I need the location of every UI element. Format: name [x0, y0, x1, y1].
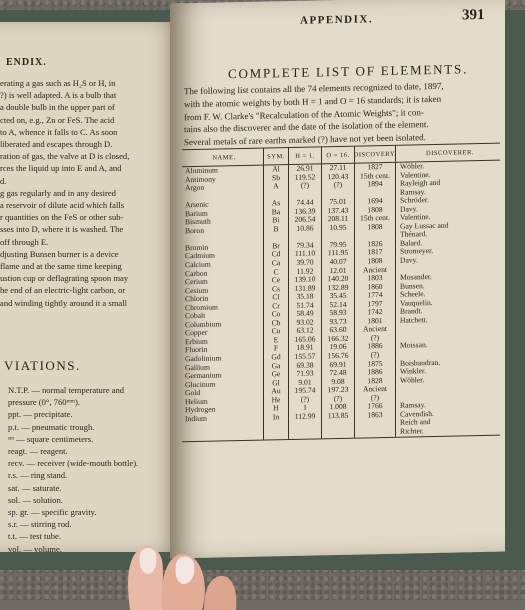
body-line: a reservoir of dilute acid which falls: [0, 200, 125, 211]
table-cell: Cobalt: [182, 311, 264, 321]
table-cell: Ramsay.: [400, 400, 426, 411]
abbreviation-line: p.t. — pneumatic trough.: [8, 421, 95, 432]
table-cell: 1808: [355, 223, 396, 232]
table-cell: 1808: [355, 206, 396, 215]
elements-intro: [184, 79, 502, 150]
abbreviation-line: s.r. — stirring rod.: [8, 519, 72, 530]
table-cell: 132.89: [322, 283, 355, 292]
abbreviation-line: ppt. — precipitate.: [8, 409, 73, 420]
body-line: r quantities on the FeS or other sub-: [0, 212, 124, 223]
table-cell: 1801: [355, 317, 396, 326]
body-line: ration of gas, the valve at D is closed,: [0, 151, 130, 162]
table-cell: Aluminum: [182, 166, 264, 176]
table-cell: A: [264, 182, 289, 191]
table-cell: Chromium: [182, 302, 264, 312]
table-cell: 63.60: [322, 326, 355, 335]
table-cell: 206.54: [289, 216, 322, 225]
abbreviations-title: VIATIONS.: [4, 358, 81, 373]
table-cell: 120.43: [322, 172, 355, 181]
table-cell: Vauquelin.: [400, 297, 433, 308]
table-cell: Scheele.: [400, 289, 426, 299]
table-cell: 112.99: [289, 412, 322, 421]
table-cell: 1.008: [322, 403, 355, 412]
table-cell: Bismuth: [182, 217, 264, 227]
table-cell: 1774: [355, 291, 396, 300]
table-cell: 93.02: [289, 318, 322, 327]
table-cell: Hydrogen: [182, 405, 264, 415]
page-number: 391: [462, 6, 485, 24]
table-cell: 79.95: [322, 241, 355, 250]
table-cell: Gay Lussac and: [400, 220, 449, 231]
table-cell: (?): [289, 181, 322, 190]
table-cell: Ancient: [355, 325, 396, 334]
table-cell: 137.43: [322, 206, 355, 215]
table-cell: 1886: [355, 342, 396, 351]
elements-table: [182, 143, 500, 442]
table-cell: 1875: [355, 359, 396, 368]
table-cell: In: [264, 413, 289, 422]
table-cell: (?): [355, 334, 396, 343]
table-cell: Gadolinium: [182, 354, 264, 364]
table-cell: Cesium: [182, 285, 264, 295]
left-page: [0, 22, 182, 552]
body-line: djusting Bunsen burner is a device: [0, 248, 119, 259]
table-cell: 1886: [355, 368, 396, 377]
table-cell: Ramsay.: [400, 186, 426, 197]
left-page-header: ENDIX.: [6, 57, 47, 68]
intro-line: with the atomic weights by both H = 1 and O = 16 standards; it is taken: [184, 93, 442, 110]
table-cell: Argon: [182, 183, 264, 193]
table-cell: Ge: [264, 370, 289, 379]
column-header: O = 16.: [322, 147, 355, 164]
table-cell: Ga: [264, 362, 289, 371]
table-cell: Gold: [182, 388, 264, 398]
table-cell: B: [264, 225, 289, 234]
table-cell: 15th cent.: [355, 214, 396, 223]
table-cell: 69.38: [289, 361, 322, 370]
table-cell: 27.11: [322, 164, 355, 173]
table-cell: 71.93: [289, 369, 322, 378]
table-cell: Bunsen.: [400, 280, 425, 291]
table-cell: 39.70: [289, 258, 322, 267]
body-line: to A, whence it falls to C. As soon: [0, 126, 118, 137]
table-cell: 11.92: [289, 267, 322, 276]
table-cell: 18.91: [289, 344, 322, 353]
table-cell: Erbium: [182, 336, 264, 346]
abbreviation-line: pressure (0°, 760ᵐᵐ).: [8, 397, 80, 408]
table-cell: 15th cent.: [355, 171, 396, 180]
table-cell: 1826: [355, 240, 396, 249]
table-cell: Antimony: [182, 174, 264, 184]
table-cell: Co: [264, 310, 289, 319]
table-cell: (?): [355, 394, 396, 403]
table-cell: Fluorin: [182, 345, 264, 355]
table-cell: Barium: [182, 208, 264, 218]
table-cell: Rayleigh and: [400, 177, 441, 188]
table-cell: Copper: [182, 328, 264, 338]
table-cell: Moissan.: [400, 340, 428, 351]
table-cell: 166.32: [322, 335, 355, 344]
table-cell: Gallium: [182, 362, 264, 372]
table-cell: Wöhler.: [400, 374, 425, 385]
table-cell: 51.74: [289, 301, 322, 310]
table-cell: Cadmium: [182, 251, 264, 261]
table-cell: 1863: [355, 411, 396, 420]
table-cell: Chlorin: [182, 294, 264, 304]
table-cell: Helium: [182, 396, 264, 406]
table-cell: 10.86: [289, 224, 322, 233]
table-cell: 1803: [355, 274, 396, 283]
table-cell: [182, 430, 264, 440]
table-cell: Ba: [264, 208, 289, 217]
table-cell: 79.34: [289, 241, 322, 250]
table-cell: Winkler.: [400, 366, 427, 376]
table-cell: 1808: [355, 257, 396, 266]
column-header: NAME.: [182, 149, 264, 167]
body-line: off through E.: [0, 236, 49, 247]
table-cell: Sb: [264, 174, 289, 183]
body-line: a double bulb in the upper part of: [0, 102, 115, 113]
table-cell: Bi: [264, 216, 289, 225]
table-cell: Reich and: [400, 417, 431, 428]
table-cell: Schröder.: [400, 195, 429, 205]
table-cell: 10.95: [322, 223, 355, 232]
table-cell: C: [264, 268, 289, 277]
left-page-body: [0, 77, 129, 309]
right-page: [170, 0, 505, 559]
table-cell: Stromeyer.: [400, 246, 434, 257]
table-cell: Cl: [264, 293, 289, 302]
table-cell: E: [264, 336, 289, 345]
table-cell: 208.11: [322, 215, 355, 224]
body-line: and winding tightly around it a small: [0, 297, 127, 308]
body-line: rces the liquid up into E and A, and: [0, 163, 122, 174]
table-cell: Mosander.: [400, 272, 432, 282]
table-cell: 1: [289, 404, 322, 413]
table-cell: 131.89: [289, 284, 322, 293]
table-cell: 1860: [355, 282, 396, 291]
table-cell: Hatchett.: [400, 314, 428, 325]
abbreviation-line: sat. — saturate.: [8, 482, 62, 493]
table-cell: As: [264, 199, 289, 208]
table-cell: 9.08: [322, 377, 355, 386]
table-cell: 19.06: [322, 343, 355, 352]
table-cell: Carbon: [182, 268, 264, 278]
table-cell: 63.12: [289, 327, 322, 336]
table-cell: 195.74: [289, 387, 322, 396]
table-cell: [322, 429, 355, 438]
table-cell: 1742: [355, 308, 396, 317]
abbreviation-line: r.s. — ring stand.: [8, 470, 68, 481]
table-cell: Bromin: [182, 242, 264, 252]
table-body: [182, 161, 500, 441]
table-cell: Ancient: [355, 265, 396, 274]
table-cell: Ancient: [355, 385, 396, 394]
table-cell: 1817: [355, 248, 396, 257]
table-cell: Davy.: [400, 204, 418, 214]
body-line: sses into D, where it is washed. The: [0, 224, 124, 235]
table-cell: Germanium: [182, 371, 264, 381]
table-cell: Valentine.: [400, 212, 431, 222]
table-cell: Cd: [264, 250, 289, 259]
table-cell: Cb: [264, 319, 289, 328]
table-cell: Gd: [264, 353, 289, 362]
abbreviation-line: recv. — receiver (wide-mouth bottle).: [8, 458, 139, 469]
table-cell: Calcium: [182, 260, 264, 270]
table-cell: Cr: [264, 302, 289, 311]
abbreviation-line: vol. — volume.: [8, 543, 62, 552]
table-cell: Thénard.: [400, 229, 428, 240]
table-cell: Davy.: [400, 255, 418, 265]
table-cell: 111.95: [322, 249, 355, 258]
body-line: flame and at the same time keeping: [0, 261, 122, 272]
abbreviation-line: sol. — solution.: [8, 494, 63, 505]
abbreviation-line: reagt. — reagent.: [8, 446, 68, 457]
table-cell: [289, 429, 322, 438]
abbreviation-line: N.T.P. — normal temperature and: [8, 385, 125, 395]
table-cell: (?): [355, 351, 396, 360]
table-cell: 1828: [355, 376, 396, 385]
column-header: H = 1.: [289, 147, 322, 164]
table-cell: 9.01: [289, 378, 322, 387]
table-cell: 58.49: [289, 310, 322, 319]
table-cell: Columbium: [182, 319, 264, 329]
table-cell: F: [264, 345, 289, 354]
table-cell: 72.48: [322, 369, 355, 378]
table-cell: Gl: [264, 379, 289, 388]
abbreviation-line: ˢᵐ — square centimeters.: [8, 433, 94, 444]
intro-line: Several metals of rare earths marked (?) have not yet been isolated.: [184, 132, 426, 148]
table-cell: 111.10: [289, 250, 322, 259]
table-cell: 136.39: [289, 207, 322, 216]
elements-title: COMPLETE LIST OF ELEMENTS.: [228, 61, 469, 82]
table-cell: Ce: [264, 276, 289, 285]
table-cell: 139.10: [289, 275, 322, 284]
column-header: DISCOVERER.: [426, 148, 474, 157]
table-cell: Cs: [264, 285, 289, 294]
table-cell: (?): [289, 395, 322, 404]
right-page-header: APPENDIX.: [300, 13, 374, 27]
table-cell: 119.52: [289, 173, 322, 182]
table-cell: 1827: [355, 163, 396, 172]
table-cell: Brandt.: [400, 306, 423, 316]
intro-line: The following list contains all the 74 elements recognized to date, 1897,: [184, 80, 444, 97]
table-cell: Cavendish.: [400, 408, 434, 419]
intro-line: tains also the discoverer and the date of the isolation of the element.: [184, 119, 429, 135]
body-line: d.: [0, 175, 7, 186]
body-line: erating a gas such as H₂S or H, in: [0, 78, 116, 88]
table-cell: 1797: [355, 300, 396, 309]
table-cell: Arsenic: [182, 200, 264, 210]
column-header: SYM.: [264, 148, 289, 165]
body-line: liberated and escapes through D.: [0, 139, 113, 150]
table-cell: 35.45: [322, 292, 355, 301]
table-cell: 75.01: [322, 198, 355, 207]
table-cell: 12.01: [322, 266, 355, 275]
table-cell: 74.44: [289, 199, 322, 208]
intro-line: from F. W. Clarke's "Recalculation of the Atomic Weights"; it con-: [184, 106, 424, 122]
table-cell: 1766: [355, 402, 396, 411]
table-cell: Au: [264, 387, 289, 396]
table-cell: 26.91: [289, 164, 322, 173]
table-cell: (?): [322, 394, 355, 403]
body-line: ?) is well adapted. A is a bulb that: [0, 90, 117, 101]
table-cell: Richter.: [400, 426, 424, 436]
table-cell: 165.06: [289, 335, 322, 344]
table-cell: Al: [264, 165, 289, 174]
table-cell: H: [264, 404, 289, 413]
body-line: he end of an electric-light carbon, or: [0, 285, 126, 296]
table-cell: 93.73: [322, 317, 355, 326]
table-cell: Br: [264, 242, 289, 251]
table-cell: 1694: [355, 197, 396, 206]
table-cell: 140.20: [322, 275, 355, 284]
table-cell: 197.23: [322, 386, 355, 395]
table-cell: 52.14: [322, 300, 355, 309]
table-cell: Glucinum: [182, 379, 264, 389]
body-line: ustion cup or deflagrating spoon may: [0, 273, 129, 284]
body-line: g gas regularly and in any desired: [0, 187, 116, 198]
table-cell: 113.85: [322, 411, 355, 420]
body-line: cted on, e.g., Zn or FeS. The acid: [0, 114, 115, 125]
table-cell: 40.07: [322, 258, 355, 267]
table-cell: 156.76: [322, 352, 355, 361]
table-cell: Ca: [264, 259, 289, 268]
table-cell: Boisbaudran.: [400, 357, 441, 368]
table-cell: Valentine.: [400, 169, 431, 180]
abbreviation-line: t.t. — test tube.: [8, 531, 61, 542]
table-cell: [355, 428, 396, 437]
column-header: DISCOVERY.: [355, 146, 396, 163]
table-cell: 1894: [355, 180, 396, 189]
table-cell: Cerium: [182, 277, 264, 287]
table-cell: Cu: [264, 327, 289, 336]
thumb: [118, 520, 248, 610]
table-cell: (?): [322, 181, 355, 190]
table-cell: 35.18: [289, 293, 322, 302]
table-cell: [264, 430, 289, 439]
table-cell: He: [264, 396, 289, 405]
table-cell: Boron: [182, 225, 264, 235]
table-cell: 69.91: [322, 360, 355, 369]
abbreviation-line: sp. gr. — specific gravity.: [8, 507, 97, 518]
table-cell: Balard.: [400, 238, 423, 248]
table-cell: 58.93: [322, 309, 355, 318]
table-cell: 155.57: [289, 352, 322, 361]
table-cell: Wöhler.: [400, 161, 425, 171]
table-cell: Indium: [182, 413, 264, 423]
